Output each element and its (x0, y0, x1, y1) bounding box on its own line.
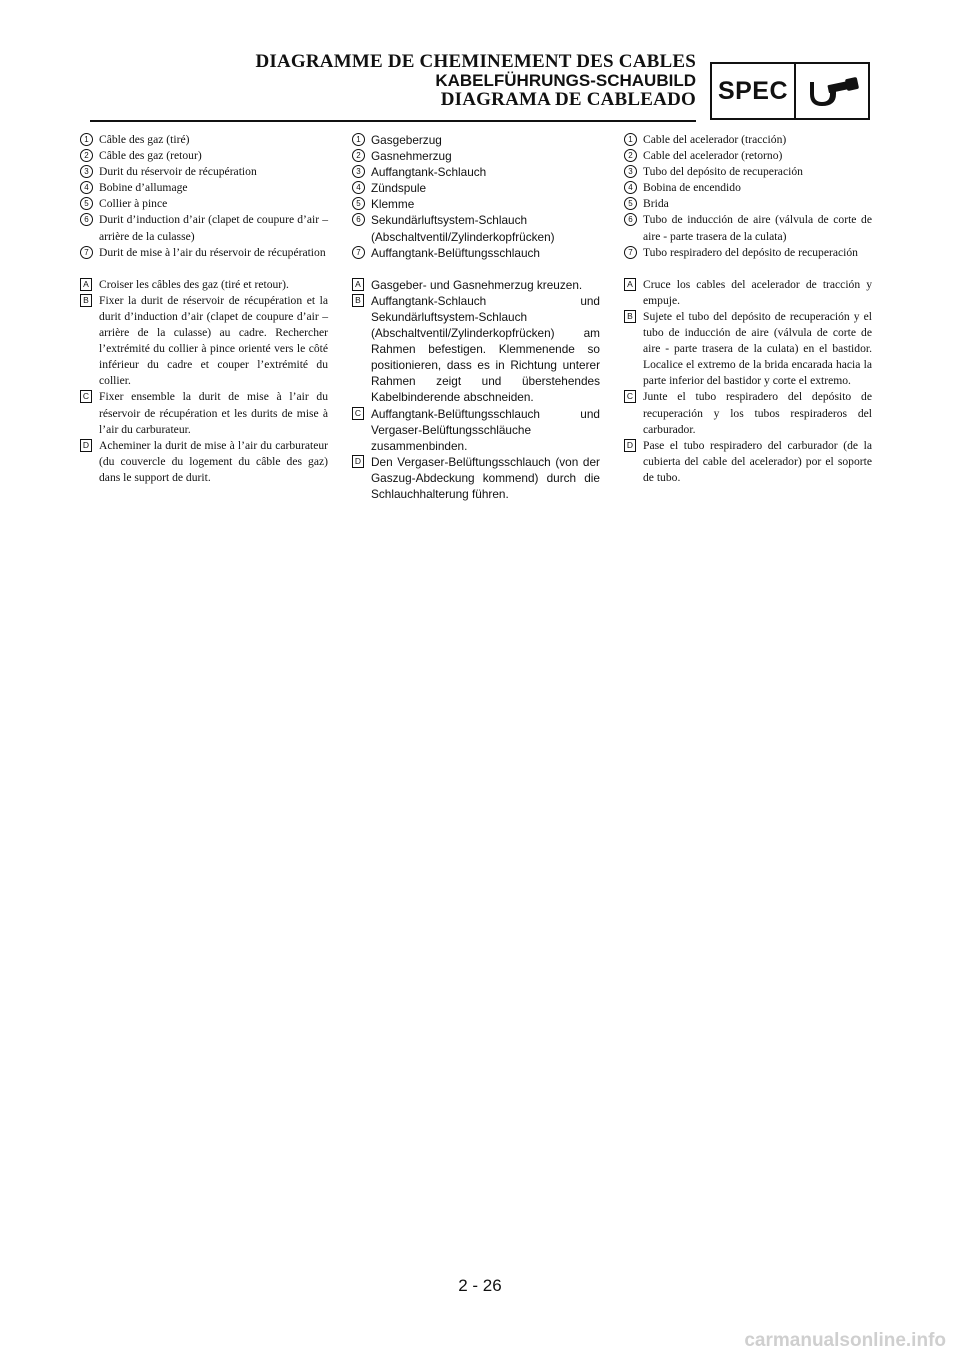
part-item (80, 132, 328, 148)
boxed-letter: D (352, 455, 364, 468)
circled-number: 2 (352, 149, 365, 162)
part-marker (80, 212, 99, 244)
note-item (352, 406, 600, 454)
boxed-letter: D (624, 439, 636, 452)
circled-number: 1 (80, 133, 93, 146)
part-item (624, 132, 872, 148)
part-marker (624, 148, 643, 164)
part-item (352, 132, 600, 148)
part-item (624, 164, 872, 180)
title-german: KABELFÜHRUNGS-SCHAUBILD (435, 71, 696, 90)
note-text: Den Vergaser-Belüftungsschlauch (von der Gaszug-Abdeckung kommend) durch die Schlauchhalterung führen. (371, 454, 600, 501)
note-item (352, 277, 600, 293)
part-text: Durit du réservoir de récupération (99, 165, 257, 179)
column-spanish (624, 132, 872, 486)
note-marker (624, 438, 643, 486)
note-item (80, 389, 328, 437)
part-marker (352, 148, 371, 164)
note-marker (624, 309, 643, 389)
note-text: Gasgeber- und Gasnehmerzug kreuzen. (371, 277, 583, 292)
part-marker (80, 164, 99, 180)
boxed-letter: C (624, 390, 636, 403)
note-marker (624, 277, 643, 309)
title-spanish: DIAGRAMA DE CABLEADO (440, 89, 696, 110)
note-text: Fixer la durit de réservoir de récupération et la durit d’induction d’air (clapet de coupure d’air – arrière de la culasse) au cadre. Rechercher l’extrémité du collier à pince orienté vers le côté inférieur du cadre et couper l’extrémité du collier. (99, 293, 328, 388)
note-item (80, 293, 328, 390)
group-gap (624, 261, 872, 277)
part-marker (352, 180, 371, 196)
part-text: Câble des gaz (tiré) (99, 133, 190, 146)
boxed-letter: C (80, 390, 92, 403)
boxed-letter: B (352, 294, 364, 307)
part-item (352, 148, 600, 164)
part-item (80, 164, 328, 180)
part-marker (624, 245, 643, 261)
circled-number: 2 (80, 149, 93, 162)
boxed-letter: B (80, 294, 92, 307)
circled-number: 7 (624, 246, 637, 259)
part-item (352, 212, 600, 244)
part-item (624, 196, 872, 212)
group-gap (80, 261, 328, 277)
circled-number: 6 (80, 213, 93, 226)
note-marker (352, 406, 371, 454)
column-german (352, 132, 600, 502)
part-item (352, 245, 600, 261)
section-titles (255, 52, 696, 109)
part-text: Gasgeberzug (371, 133, 442, 147)
circled-number: 2 (624, 149, 637, 162)
circled-number: 6 (624, 213, 637, 226)
part-marker (624, 212, 643, 244)
note-marker (80, 389, 99, 437)
page-number: 2 - 26 (458, 1276, 502, 1295)
circled-number: 1 (624, 133, 637, 146)
title-french: DIAGRAMME DE CHEMINEMENT DES CABLES (255, 51, 696, 72)
circled-number: 4 (624, 181, 637, 194)
part-text: Auffangtank-Schlauch (371, 165, 487, 180)
part-marker (352, 245, 371, 261)
part-marker (80, 245, 99, 261)
note-marker (624, 389, 643, 437)
part-marker (624, 132, 643, 148)
circled-number: 6 (352, 213, 365, 226)
part-marker (80, 132, 99, 148)
part-item (624, 148, 872, 164)
circled-number: 5 (352, 197, 365, 210)
note-item (80, 438, 328, 486)
circled-number: 3 (624, 165, 637, 178)
part-item (352, 180, 600, 196)
header-rule (90, 120, 696, 122)
spec-badge (710, 62, 870, 120)
circled-number: 5 (80, 197, 93, 210)
part-text: Klemme (371, 197, 415, 212)
note-item (352, 454, 600, 502)
note-marker (80, 277, 99, 293)
note-marker (80, 438, 99, 486)
note-marker (352, 277, 371, 293)
part-text: Bobine d’allumage (99, 181, 188, 195)
boxed-letter: B (624, 310, 636, 323)
part-item (352, 196, 600, 212)
part-text: Cable del acelerador (tracción) (643, 133, 787, 146)
note-marker (352, 454, 371, 502)
note-text: Croiser les câbles des gaz (tiré et retour). (99, 277, 289, 291)
part-item (80, 196, 328, 212)
note-text: Cruce los cables del acelerador de tracción y empuje. (643, 277, 872, 307)
part-text: Câble des gaz (retour) (99, 149, 202, 163)
part-marker (624, 180, 643, 196)
part-marker (352, 196, 371, 212)
part-marker (80, 180, 99, 196)
watermark: carmanualsonline.info (744, 1330, 946, 1351)
note-item (80, 277, 328, 293)
part-item (352, 164, 600, 180)
boxed-letter: D (80, 439, 92, 452)
note-item (624, 309, 872, 389)
part-item (80, 245, 328, 261)
circled-number: 7 (352, 246, 365, 259)
note-text: Fixer ensemble la durit de mise à l’air du réservoir de récupération et les durits de mise à l’air du carburateur. (99, 390, 328, 436)
part-marker (624, 196, 643, 212)
page-header (90, 52, 870, 122)
part-text: Cable del acelerador (retorno) (643, 149, 783, 163)
circled-number: 4 (352, 181, 365, 194)
note-text: Sujete el tubo del depósito de recuperación y el tubo de inducción de aire (válvula de corte de aire - parte trasera de la culata) en el bastidor. Localice el extremo de la brida encarada hacia la parte inferior del bastidor y corte el extremo. (643, 309, 872, 388)
note-text: Auffangtank-Belüftungsschlauch und Vergaser-Belüftungsschläuche zusammenbinden. (371, 406, 600, 453)
boxed-letter: C (352, 407, 364, 420)
part-item (624, 212, 872, 244)
part-item (80, 212, 328, 244)
column-french (80, 132, 328, 486)
circled-number: 4 (80, 181, 93, 194)
part-marker (352, 212, 371, 244)
wrench-icon (796, 64, 868, 118)
note-item (624, 277, 872, 309)
part-text: Auffangtank-Belüftungsschlauch (371, 245, 540, 260)
part-text: Collier à pince (99, 197, 168, 211)
note-marker (80, 293, 99, 390)
note-text: Pase el tubo respiradero del carburador (de la cubierta del cable del acelerador) por el soporte de tubo. (643, 438, 872, 484)
part-text: Tubo respiradero del depósito de recuperación (643, 245, 858, 259)
part-text: Brida (643, 197, 669, 211)
part-marker (80, 148, 99, 164)
circled-number: 3 (80, 165, 93, 178)
part-text: Bobina de encendido (643, 181, 741, 195)
circled-number: 7 (80, 246, 93, 259)
part-item (624, 245, 872, 261)
boxed-letter: A (624, 278, 636, 291)
part-marker (352, 164, 371, 180)
note-item (624, 389, 872, 437)
circled-number: 3 (352, 165, 365, 178)
part-marker (352, 132, 371, 148)
note-item (624, 438, 872, 486)
note-text: Junte el tubo respiradero del depósito de recuperación y los tubos respiraderos del carburador. (643, 390, 872, 436)
part-marker (80, 196, 99, 212)
note-marker (352, 293, 371, 406)
circled-number: 1 (352, 133, 365, 146)
part-marker (624, 164, 643, 180)
part-text: Zündspule (371, 181, 427, 196)
part-text: Tubo del depósito de recuperación (643, 165, 803, 179)
note-item (352, 293, 600, 406)
part-item (624, 180, 872, 196)
note-text: Auffangtank-Schlauch und Sekundärluftsystem-Schlauch (Abschaltventil/Zylinderkopfrücken) am Rahmen befestigen. Klemmenende so positionieren, dass es in Richtung unterer Rahmen zeigt und überstehendes Kabelbinderende abschneiden. (371, 293, 600, 405)
part-text: Durit d’induction d’air (clapet de coupure d’air – arrière de la culasse) (99, 213, 328, 243)
note-text: Acheminer la durit de mise à l’air du carburateur (du couvercle du logement du câble des gaz) dans le support de durit. (99, 438, 328, 484)
part-text: Tubo de inducción de aire (válvula de corte de aire - parte trasera de la culata) (643, 213, 872, 243)
boxed-letter: A (80, 278, 92, 291)
part-text: Durit de mise à l’air du réservoir de récupération (99, 245, 326, 259)
part-item (80, 180, 328, 196)
part-text: Gasnehmerzug (371, 149, 452, 164)
circled-number: 5 (624, 197, 637, 210)
part-text: Sekundärluftsystem-Schlauch (Abschaltventil/Zylinderkopfrücken) (371, 213, 555, 244)
group-gap (352, 261, 600, 277)
spec-label: SPEC (712, 64, 796, 118)
part-item (80, 148, 328, 164)
boxed-letter: A (352, 278, 364, 291)
